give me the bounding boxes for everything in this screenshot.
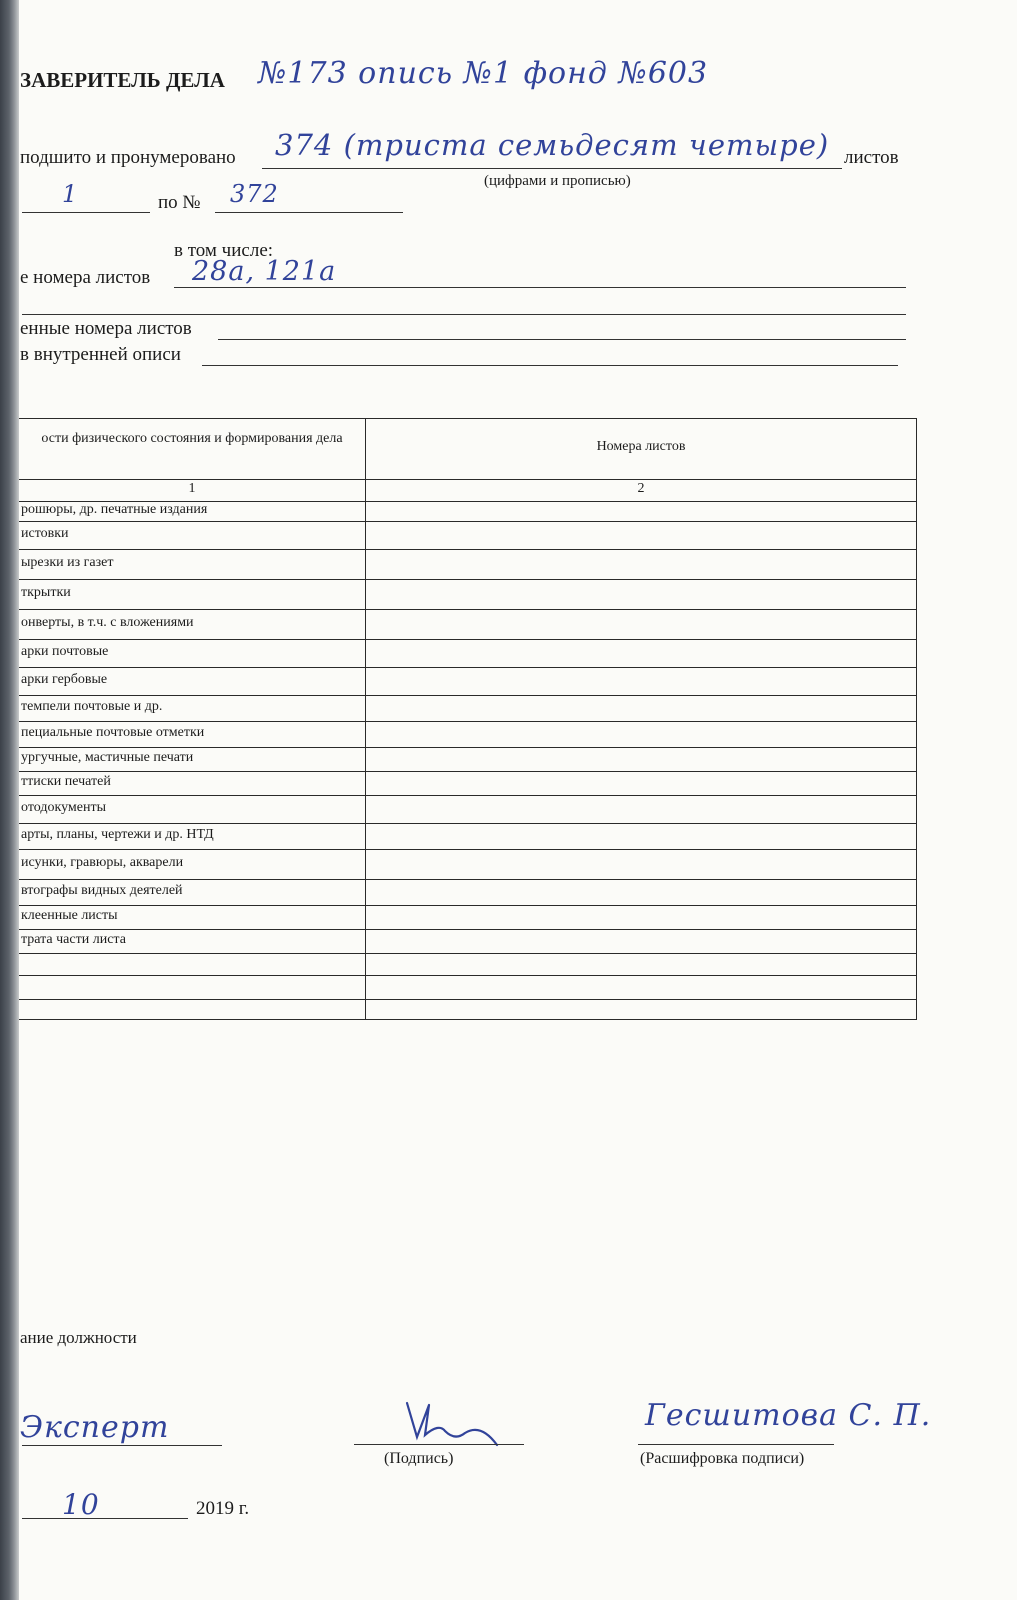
from-underline xyxy=(22,212,150,213)
signature-caption: (Подпись) xyxy=(384,1450,454,1467)
row-divider xyxy=(19,999,916,1000)
lettered-sheets-label: е номера листов xyxy=(20,267,151,288)
sheets-label: подшито и пронумеровано xyxy=(20,147,236,168)
sheets-count-handwritten: 374 (триста семьдесят четыре) xyxy=(275,128,830,162)
row-divider xyxy=(19,521,916,522)
date-day-handwritten: 10 xyxy=(62,1488,100,1521)
row-divider xyxy=(19,929,916,930)
sheets-suffix: листов xyxy=(844,147,899,168)
date-underline xyxy=(22,1518,188,1519)
sheets-caption: (цифрами и прописью) xyxy=(484,173,631,189)
table-row-label: отодокументы xyxy=(21,800,106,815)
inventory-sheets-label: в внутренней описи xyxy=(20,344,181,365)
table-row-label: ургучные, мастичные печати xyxy=(21,750,194,765)
table-row-label: арты, планы, чертежи и др. НТД xyxy=(21,827,214,842)
extra-underline xyxy=(22,314,906,315)
table-row-label: темпели почтовые и др. xyxy=(21,699,163,714)
binding-edge xyxy=(0,0,19,1600)
row-divider xyxy=(19,695,916,696)
row-divider xyxy=(19,905,916,906)
row-divider xyxy=(19,823,916,824)
row-divider xyxy=(19,953,916,954)
table-row-label: ырезки из газет xyxy=(21,555,114,570)
table-row-label: рошюры, др. печатные издания xyxy=(21,502,208,517)
row-divider xyxy=(19,795,916,796)
lettered-sheets-handwritten: 28а, 121а xyxy=(192,256,337,287)
missing-underline xyxy=(218,339,906,340)
condition-table xyxy=(19,418,917,1020)
decode-underline xyxy=(638,1444,834,1445)
row-divider xyxy=(19,747,916,748)
table-row-label: арки почтовые xyxy=(21,644,109,659)
from-number-handwritten: 1 xyxy=(62,180,79,208)
table-row-label: пециальные почтовые отметки xyxy=(21,725,205,740)
missing-sheets-label: енные номера листов xyxy=(20,318,192,339)
table-row-label: арки гербовые xyxy=(21,672,108,687)
date-year: 2019 г. xyxy=(196,1498,250,1519)
position-label: ание должности xyxy=(20,1328,137,1347)
row-divider xyxy=(19,879,916,880)
row-divider xyxy=(19,667,916,668)
table-row-label: трата части листа xyxy=(21,932,126,947)
signature-decode-handwritten: Гесшитова С. П. xyxy=(645,1398,932,1433)
table-row-label: втографы видных деятелей xyxy=(21,883,183,898)
header-divider xyxy=(19,479,916,480)
decode-caption: (Расшифровка подписи) xyxy=(640,1450,805,1467)
row-divider xyxy=(19,849,916,850)
table-row-label: ттиски печатей xyxy=(21,774,111,789)
table-row-label: онверты, в т.ч. с вложениями xyxy=(21,615,194,630)
position-underline xyxy=(22,1445,222,1446)
row-divider xyxy=(19,579,916,580)
row-divider xyxy=(19,609,916,610)
to-underline xyxy=(215,212,403,213)
row-divider xyxy=(19,771,916,772)
col2-number: 2 xyxy=(637,481,645,496)
inventory-underline xyxy=(202,365,898,366)
sheets-underline xyxy=(262,168,842,169)
table-row-label: ткрытки xyxy=(21,585,71,600)
including-label: в том числе: xyxy=(174,240,274,261)
col2-header: Номера листов xyxy=(596,439,686,454)
row-divider xyxy=(19,975,916,976)
col1-number: 1 xyxy=(188,481,196,496)
signature-underline xyxy=(354,1444,524,1445)
col1-header: ости физического состояния и формирования дела xyxy=(41,431,343,446)
table-row-label: клеенные листы xyxy=(21,908,118,923)
lettered-underline xyxy=(174,287,906,288)
position-handwritten: Эксперт xyxy=(20,1410,170,1445)
row-divider xyxy=(19,721,916,722)
case-number-handwritten: №173 опись №1 фонд №603 xyxy=(258,56,709,91)
row-divider xyxy=(19,549,916,550)
table-row-label: исунки, гравюры, акварели xyxy=(21,855,184,870)
page-title: ЗАВЕРИТЕЛЬ ДЕЛА xyxy=(20,68,225,92)
to-label: по № xyxy=(158,192,201,213)
table-row-label: истовки xyxy=(21,526,69,541)
row-divider xyxy=(19,639,916,640)
to-number-handwritten: 372 xyxy=(230,180,279,208)
